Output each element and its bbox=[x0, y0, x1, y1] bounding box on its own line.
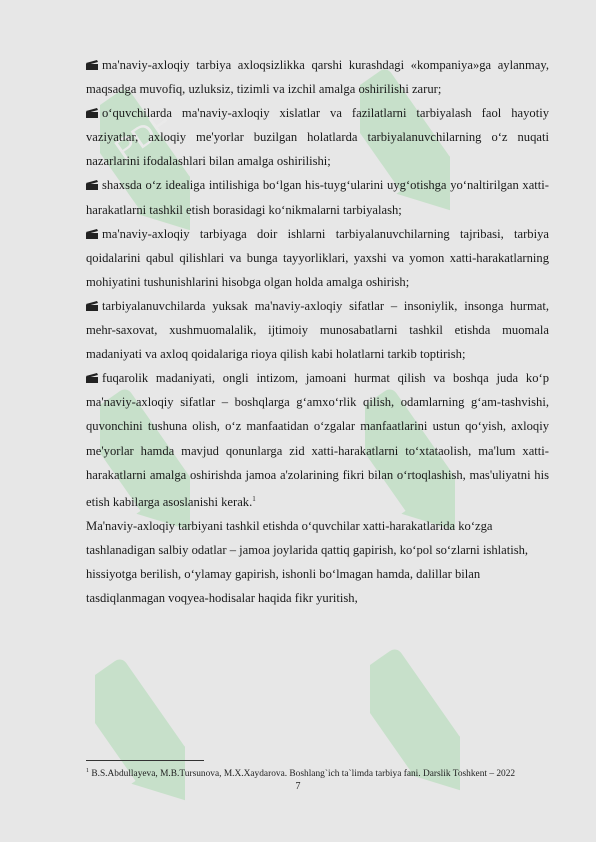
film-clapper-icon bbox=[86, 229, 98, 239]
footnote-text: B.S.Abdullayeva, M.B.Tursunova, M.X.Xaydarova. Boshlang`ich ta`limda tarbiya fani. Darslik Toshkent – 2022 bbox=[89, 769, 516, 780]
paragraph-text: fuqarolik madaniyati, ongli intizom, jamoani hurmat qilish va boshqa juda ko‘p ma'naviy-axloqiy sifatlar – boshqlarga g‘amxo‘rlik qilish, odamlarning g‘am-tashvishi, quvonchini tushuna olish, o‘z manfaatidan o‘zgalar manfaatlarini ustun qo‘yish, axloqiy me'yorlar hamda mavjud qonunlarga zid xatti-harakatlarni to‘xtataolish, ma'lum xatti-harakatlarni amalga oshirishda jamoa a'zolarining fikri bilan o‘rtoqlashish, mas'uliyatni his etish kabilarga asoslanishi kerak. bbox=[86, 371, 549, 509]
paragraph-text: shaxsda o‘z idealiga intilishiga bo‘lgan his-tuyg‘ularini uyg‘otishga yo‘naltirilgan xatti-harakatlarni tashkil etish borasidagi ko‘nikmalarni tarbiyalash; bbox=[86, 178, 549, 217]
page-number: 7 bbox=[295, 781, 301, 792]
bullet-paragraph bbox=[86, 366, 549, 514]
paragraph-text: o‘quvchilarda ma'naviy-axloqiy xislatlar va fazilatlarni tarbiyalash faol hayotiy vaziyatlar, axloqiy me'yorlar buzilgan holatlarda tarbiyalanuvchilarning o‘z nuqati nazarlarini ifodalashlari bilan amalga oshirilishi; bbox=[86, 106, 549, 169]
film-clapper-icon bbox=[86, 301, 98, 311]
footnote-reference[interactable]: 1 bbox=[252, 494, 256, 503]
bullet-paragraph bbox=[86, 53, 549, 101]
film-clapper-icon bbox=[86, 60, 98, 70]
footnote bbox=[86, 765, 515, 780]
paragraph-text: ma'naviy-axloqiy tarbiyaga doir ishlarni tarbiyalanuvchilarning tajribasi, tarbiya qoidalarini qabul qilishlari va bunga tayyorliklari, yaxshi va yomon xatti-harakatlarning mohiyatini tushunishlarini hisobga olgan holda amalga oshirish; bbox=[86, 226, 549, 289]
page-body bbox=[86, 53, 549, 610]
film-clapper-icon bbox=[86, 373, 98, 383]
bullet-paragraph bbox=[86, 173, 549, 221]
bullet-paragraph bbox=[86, 222, 549, 294]
footnote-number: 1 bbox=[86, 768, 89, 774]
film-clapper-icon bbox=[86, 108, 98, 118]
paragraph-text: ma'naviy-axloqiy tarbiya axloqsizlikka qarshi kurashdagi «kompaniya»ga aylanmay, maqsadga muvofiq, uzluksiz, tizimli va izchil amalga oshirilishi zarur; bbox=[86, 58, 549, 97]
bullet-paragraph bbox=[86, 294, 549, 366]
watermark-text: PDF bbox=[109, 105, 178, 168]
closing-paragraph: Ma'naviy-axloqiy tarbiyani tashkil etishda o‘quvchilar xatti-harakatlarida ko‘zga tashlanadigan salbiy odatlar – jamoa joylarida qattiq gapirish, ko‘pol so‘zlarni ishlatish, hissiyotga berilish, o‘ylamay gapirish, ishonli bo‘lmagan hamda, dalillar bilan tasdiqlanmagan voqyea-hodisalar haqida fikr yuritish, bbox=[86, 518, 529, 606]
paragraph-text: tarbiyalanuvchilarda yuksak ma'naviy-axloqiy sifatlar – insoniylik, insonga hurmat, mehr-saxovat, xushmuomalalik, ijtimoiy munosabatlarni tashkil etishda muomala madaniyati va axloq qoidalariga rioya qilish kabi holatlarni tarkib toptirish; bbox=[86, 298, 549, 362]
pdf-watermark-icon bbox=[95, 650, 185, 820]
footnote-divider bbox=[86, 760, 204, 761]
film-clapper-icon bbox=[86, 180, 98, 190]
bullet-paragraph bbox=[86, 101, 549, 173]
